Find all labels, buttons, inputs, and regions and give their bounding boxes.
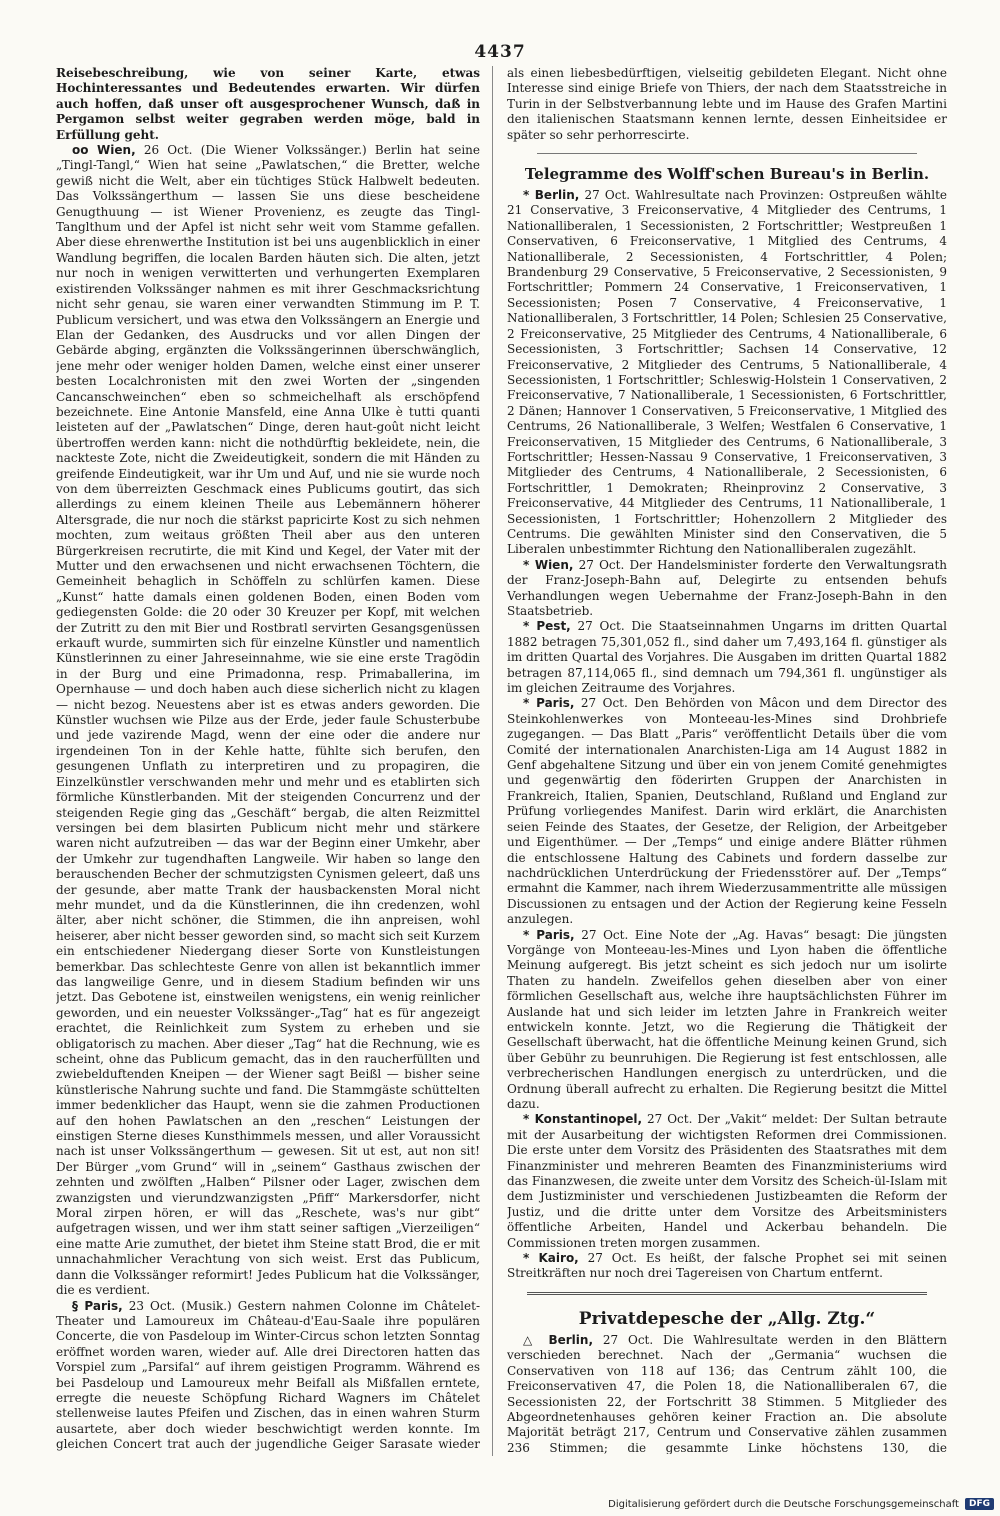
- article-wien-volkssaenger: [56, 143, 480, 1298]
- dateline: oo Wien,: [72, 143, 136, 158]
- footer-credit: [608, 1498, 994, 1510]
- dateline: § Paris,: [72, 1298, 123, 1313]
- telegram-konstantinopel: [507, 1112, 947, 1251]
- section-rule: [537, 153, 917, 154]
- telegram-berlin: [507, 188, 947, 558]
- depesche-body: 27 Oct. Die Wahlresultate werden in den Blättern verschieden berechnet. Nach der „Germania“ wuchsen die Conservativen von 118 auf 136; das Centrum zählt 100, die Freiconservativen 47, die Polen 18, die Nationalliberalen 67, die Secessionisten 22, der Fortschritt 38 Stimmen. 5 Mitglieder des Abgeordnetenhauses gehören keiner Fraction an. Die absolute Majorität beträgt 217, Centrum und Conservative zählen zusammen 236 Stimmen; die gesammte Linke höchstens 130, die: [507, 1332, 947, 1454]
- article-continuation: als einen liebesbedürftigen, vielseitig gebildeten Elegant. Nicht ohne Interesse sind einige Briefe von Thiers, der nach dem Staatsstreiche in Turin in der Selbstverbannung lebte und im Hause des Grafen Martini den italienischen Staatsmann kennen lernte, dessen Einheitsidee er später so sehr perhorrescirte.: [507, 66, 947, 142]
- telegram-body: 27 Oct. Eine Note der „Ag. Havas“ besagt: Die jüngsten Vorgänge von Monteeau-les-Mines und Lyon haben die öffentliche Meinung aufgeregt. Bis jetzt scheint es sich jedoch nur um isolirte Thaten zu handeln. Zweifellos gehen dieselben aber von einer förmlichen Gesellschaft aus, welche ihre hauptsächlichsten Führer im Auslande hat und sich leider im letzten Jahre in Frankreich weiter entwickeln konnte. Jetzt, wo die Regierung die Thätigkeit der Gesellschaft überwacht, hat die öffentliche Meinung keinen Grund, sich über Gebühr zu beunruhigen. Die Regierung ist fest entschlossen, alle verbrecherischen Handlungen energisch zu unterdrücken, und die Ordnung überall aufrecht zu erhalten. Die Regierung besitzt die Mittel dazu.: [507, 927, 947, 1111]
- telegram-body: 27 Oct. Der „Vakit“ meldet: Der Sultan betraute mit der Ausarbeitung der wichtigsten Reformen drei Commissionen. Die erste unter dem Vorsitz des Präsidenten des Staatsrathes mit dem Finanzminister und mehreren Beamten des Finanzministeriums wird das Finanzwesen, die zweite unter dem Vorsitz des Scheich-ül-Islam mit dem Justizminister und verschiedenen Justizbeamten die Reform der Justiz, und die dritte unter dem Vorsitze des Arbeitsministers öffentliche Arbeiten, Handel und Ackerbau behandeln. Die Commissionen treten morgen zusammen.: [507, 1112, 947, 1250]
- dateline: * Kairo,: [523, 1251, 579, 1266]
- footer-text: Digitalisierung gefördert durch die Deutsche Forschungsgemeinschaft: [608, 1498, 959, 1510]
- dateline: * Wien,: [523, 557, 574, 572]
- dateline: * Pest,: [523, 619, 571, 634]
- section-heading-privatdepesche: Privatdepesche der „Allg. Ztg.“: [578, 1308, 876, 1329]
- column-divider: [492, 66, 493, 1456]
- section-heading-telegramme: Telegramme des Wolff'schen Bureau's in Berlin.: [524, 165, 930, 184]
- dateline: △ Berlin,: [523, 1332, 593, 1347]
- section-rule-double: [527, 1292, 927, 1295]
- telegram-kairo: [507, 1251, 947, 1282]
- dateline: * Paris,: [523, 927, 575, 942]
- telegram-paris-2: [507, 928, 947, 1113]
- telegram-body: 27 Oct. Der Handelsminister forderte den Verwaltungsrath der Franz-Joseph-Bahn auf, Delegirte zu entsenden behufs Verhandlungen wegen Uebernahme der Franz-Joseph-Bahn in den Staatsbetrieb.: [507, 557, 947, 618]
- left-column: [56, 66, 480, 1454]
- right-column: [507, 66, 947, 1454]
- telegram-wien: [507, 558, 947, 620]
- article-paris-musik: [56, 1299, 480, 1455]
- article-continuation: Reisebeschreibung, wie von seiner Karte, etwas Hochinteressantes und Bedeutendes erwarten. Wir dürfen auch hoffen, daß unser oft ausgesprochener Wunsch, daß in Pergamon selbst weiter gegraben werden möge, bald in Erfüllung geht.: [56, 66, 480, 142]
- dfg-logo: DFG: [965, 1498, 994, 1510]
- telegram-paris-1: [507, 696, 947, 927]
- depesche-berlin: [507, 1333, 947, 1454]
- article-body: 23 Oct. (Musik.) Gestern nahmen Colonne im Châtelet-Theater und Lamoureux im Château-d'Eau-Saale ihre populären Concerte, die von Pasdeloup im Winter-Circus schon letzten Sonntag eröffnet worden waren, wieder auf. Alle drei Directoren hatten das Vorspiel zum „Parsifal“ auf ihrem geistigen Programm. Während es bei Pasdeloup und Lamoureux mehr Beifall als Mißfallen erntete, erregte die neueste Schöpfung Richard Wagners im Châtelet stellenweise lautes Pfeifen und Zischen, das in einen wahren Sturm ausartete, aber doch wieder beschwichtigt werden konnte. Im gleichen Concert trat auch der jugendliche Geiger Sarasate wieder: [56, 1298, 480, 1452]
- telegram-body: 27 Oct. Den Behörden von Mâcon und dem Director des Steinkohlenwerkes von Monteeau-les-Mines sind Drohbriefe zugegangen. — Das Blatt „Paris“ veröffentlicht Details über die vom Comité der internationalen Anarchisten-Liga am 14 August 1882 in Genf abgehaltene Sitzung und über ein von jenem Comité genehmigtes und gegenwärtig den föderirten Gruppen der Anarchisten in Frankreich, Italien, Spanien, Deutschland, Rußland und England zur Prüfung vorliegendes Manifest. Darin wird erklärt, die Anarchisten seien Feinde des Staates, der Gesetze, der Religion, der Arbeitgeber und Eigenthümer. — Der „Temps“ und einige andere Blätter rühmen die entschlossene Haltung des Cabinets und fordern dasselbe zur nachdrücklichen Unterdrückung der Friedensstörer auf. Der „Temps“ ermahnt die Kammer, nach ihrem Wiederzusammentritte alle müssigen Discussionen zu entsagen und der Action der Regierung keine Fesseln anzulegen.: [507, 696, 947, 927]
- telegram-pest: [507, 619, 947, 696]
- page-number: 4437: [474, 42, 526, 62]
- dateline: * Konstantinopel,: [523, 1112, 643, 1127]
- telegram-body: 27 Oct. Die Staatseinnahmen Ungarns im dritten Quartal 1882 betragen 75,301,052 fl., sind daher um 7,493,164 fl. günstiger als im dritten Quartal des Vorjahres. Die Ausgaben im dritten Quartal 1882 betragen 87,114,065 fl., sind demnach um 794,361 fl. ungünstiger als im gleichen Zeitraume des Vorjahres.: [507, 619, 947, 696]
- article-body: 26 Oct. (Die Wiener Volkssänger.) Berlin hat seine „Tingl-Tangl,“ Wien hat seine „Pawlatschen,“ die Bretter, welche gewiß nicht die Welt, aber ein tüchtiges Stück Halbwelt bedeuten. Das Volkssängerthum — lassen Sie uns diese bescheidene Genugthuung — ist Wiener Provenienz, es zeugte das Tingl-Tanglthum und der Apfel ist nicht sehr weit vom Stamme gefallen. Aber diese ehrenwerthe Institution ist bei uns augenblicklich in einer Wandlung begriffen, die localen Barden häuten sich. Die alten, jetzt nur noch in wenigen verwitterten und verhungerten Exemplaren existirenden Volkssänger nahmen es mit ihrer Geschmacksrichtung nicht sehr genau, sie waren einer verwandten Stimmung im P. T. Publicum versichert, und was etwa den Volkssängern an Energie und Elan der Gedanken, des Ausdrucks und vor allen Dingen der Gebärde abging, ergänzten die Volkssängerinnen überschwänglich, jene mehr oder weniger holden Damen, welche einst einer unserer besten Localchronisten mit den zwei Worten der „singenden Cancanschweinchen“ eben so schmeichelhaft als erschöpfend bezeichnete. Eine Antonie Mansfeld, eine Anna Ulke è tutti quanti leisteten auf der „Pawlatschen“ Dinge, deren haut-goût nicht leicht übertroffen werden kann: nicht die nothdürftig bekleidete, nein, die nackteste Zote, nicht die Zweideutigkeit, sondern die mit Händen zu greifende Eindeutigkeit, war ihr Um und Auf, und nie sie wurde noch von dem überreizten Geschmack eines Publicums goutirt, das sich allerdings zu einem kleinen Theile aus Lebemännern höherer Altersgrade, die nur noch die stärkst papricirte Kost zu sich nehmen mochten, zum weitaus größten Theil aber aus den unteren Bürgerkreisen recrutirte, die mit Kind und Kegel, der Vater mit der Mutter und den erwachsenen und nicht erwachsenen Töchtern, die Gemeinheit behaglich in Schöffeln zu schlürfen kamen. Diese „Kunst“ hatte damals einen goldenen Boden, einen Boden vom gediegensten Golde: die 20 oder 30 Kreuzer per Kopf, mit welchen der Zutritt zu den mit Bier und Rostbratl servirten Gesangsgenüssen erkauft wurde, summirten sich für einzelne Künstler und namentlich Künstlerinnen zu einer Jahreseinnahme, wie sie eine erste Tragödin in der Burg und eine Primadonna, resp. Primaballerina, im Opernhause — und doch haben auch diese sicherlich nicht zu klagen — nicht bezog. Neuestens aber ist es etwas anders geworden. Die Künstler wuchsen wie Pilze aus der Erde, jeder faule Schusterbube und jede vazirende Magd, wenn der eine oder die andere nur irgendeinen Ton in der Kehle hatte, fühlte sich berufen, den gesungenen Unflath zu interpretiren und zu propagiren, die Einzelkünstler verschwanden mehr und mehr und es etablirten sich förmliche Künstlerbanden. Mit der steigenden Concurrenz und der steigenden Regie ging das „Geschäft“ bergab, die alten Reizmittel versingen bei dem blasirten Publicum nicht mehr und stärkere waren nicht aufzutreiben — das war der Beginn einer Umkehr, aber der Umkehr zur tugendhaften Langweile. Wir haben so lange den berauschenden Becher der schmutzigsten Cynismen geleert, daß uns der gesunde, aber matte Trank der hausbackensten Moral nicht mehr mundet, und da die Künstlerinnen, die ihn credenzen, wohl älter, aber nicht schöner, die Stimmen, die ihn anpreisen, wohl heiserer, aber nicht besser geworden sind, so macht sich seit Kurzem ein entschiedener Niedergang dieser Sorte von Kunstleistungen bemerkbar. Das schlechteste Genre von allen ist bekanntlich immer das langweilige Genre, und in diesem Stadium befinden wir uns jetzt. Das Gebotene ist, einstweilen wenigstens, ein wenig reinlicher geworden, und ein neuester Volkssänger-„Tag“ hat es für angezeigt erachtet, die Reinlichkeit zum System zu erheben und sie obligatorisch zu machen. Aber dieser „Tag“ hat die Rechnung, wie es scheint, ohne das Publicum gemacht, das in den raucherfüllten und zwiebelduftenden Kneipen — der Wiener sagt Beißl — bisher seine künstlerische Nahrung suchte und fand. Die Stammgäste schüttelten immer bedenklicher das Haupt, wenn sie die zahmen Productionen auf den hohen Pawlatschen an den „reschen“ Leistungen der einstigen Sterne dieses Kunsthimmels messen, und aller Voraussicht nach ist unser Volkssängerthum — gewesen. Sit ut est, aut non sit! Der Bürger „vom Grund“ will in „seinem“ Gasthaus zwischen der zehnten und zwölften „Halben“ Pilsner oder Lager, zwischen dem zwanzigsten und vierundzwanzigsten „Pfiff“ Markersdorfer, nicht Moral zirpen hören, er will das „Reschete, was's nur gibt“ aufgetragen wissen, und wer ihm statt seiner saftigen „Vierzeiligen“ eine matte Arie zumuthet, der bietet ihm Steine statt Brod, die er mit unnachahmlicher Verachtung von sich weist. Erst das Publicum, dann die Volkssänger reformirt! Jedes Publicum hat die Volkssänger, die es verdient.: [56, 143, 480, 1298]
- dateline: * Berlin,: [523, 188, 580, 203]
- dateline: * Paris,: [523, 696, 575, 711]
- telegram-body: 27 Oct. Es heißt, der falsche Prophet sei mit seinen Streitkräften nur noch drei Tagereisen von Chartum entfernt.: [507, 1251, 947, 1281]
- telegram-body: 27 Oct. Wahlresultate nach Provinzen: Ostpreußen wählte 21 Conservative, 3 Freiconservative, 4 Mitglieder des Centrums, 1 Nationalliberalen, 1 Secessionisten, 2 Fortschrittler; Westpreußen 1 Conservativen, 6 Freiconservative, 1 Mitglied des Centrums, 4 Nationalliberale, 2 Secessionisten, 4 Fortschrittler, 4 Polen; Brandenburg 29 Conservative, 5 Freiconservative, 2 Secessionisten, 9 Fortschrittler; Pommern 24 Conservative, 1 Freiconservativen, 1 Secessionisten; Posen 7 Conservative, 4 Freiconservative, 1 Nationalliberalen, 3 Fortschrittler, 14 Polen; Schlesien 25 Conservative, 2 Freiconservative, 25 Mitglieder des Centrums, 4 Nationalliberale, 6 Secessionisten, 3 Fortschrittler; Sachsen 14 Conservative, 12 Freiconservative, 2 Mitglieder des Centrums, 5 Nationalliberale, 4 Secessionisten, 1 Fortschrittler; Schleswig-Holstein 1 Conservativen, 2 Freiconservative, 7 Nationalliberale, 1 Secessionisten, 6 Fortschrittler, 2 Dänen; Hannover 1 Conservativen, 5 Freiconservative, 1 Mitglied des Centrums, 26 Nationalliberale, 3 Welfen; Westfalen 6 Conservative, 1 Freiconservativen, 15 Mitglieder des Centrums, 6 Nationalliberale, 3 Fortschrittler; Hessen-Nassau 9 Conservative, 1 Freiconservativen, 3 Mitglieder des Centrums, 4 Nationalliberale, 2 Secessionisten, 6 Fortschrittler, 1 Demokraten; Rheinprovinz 2 Conservative, 3 Freiconservative, 44 Mitglieder des Centrums, 11 Nationalliberale, 1 Secessionisten, 1 Fortschrittler; Hohenzollern 2 Mitglieder des Centrums. Die gewählten Minister sind den Conservativen, die 5 Liberalen unbestimmter Richtung den Nationalliberalen zugezählt.: [507, 188, 947, 557]
